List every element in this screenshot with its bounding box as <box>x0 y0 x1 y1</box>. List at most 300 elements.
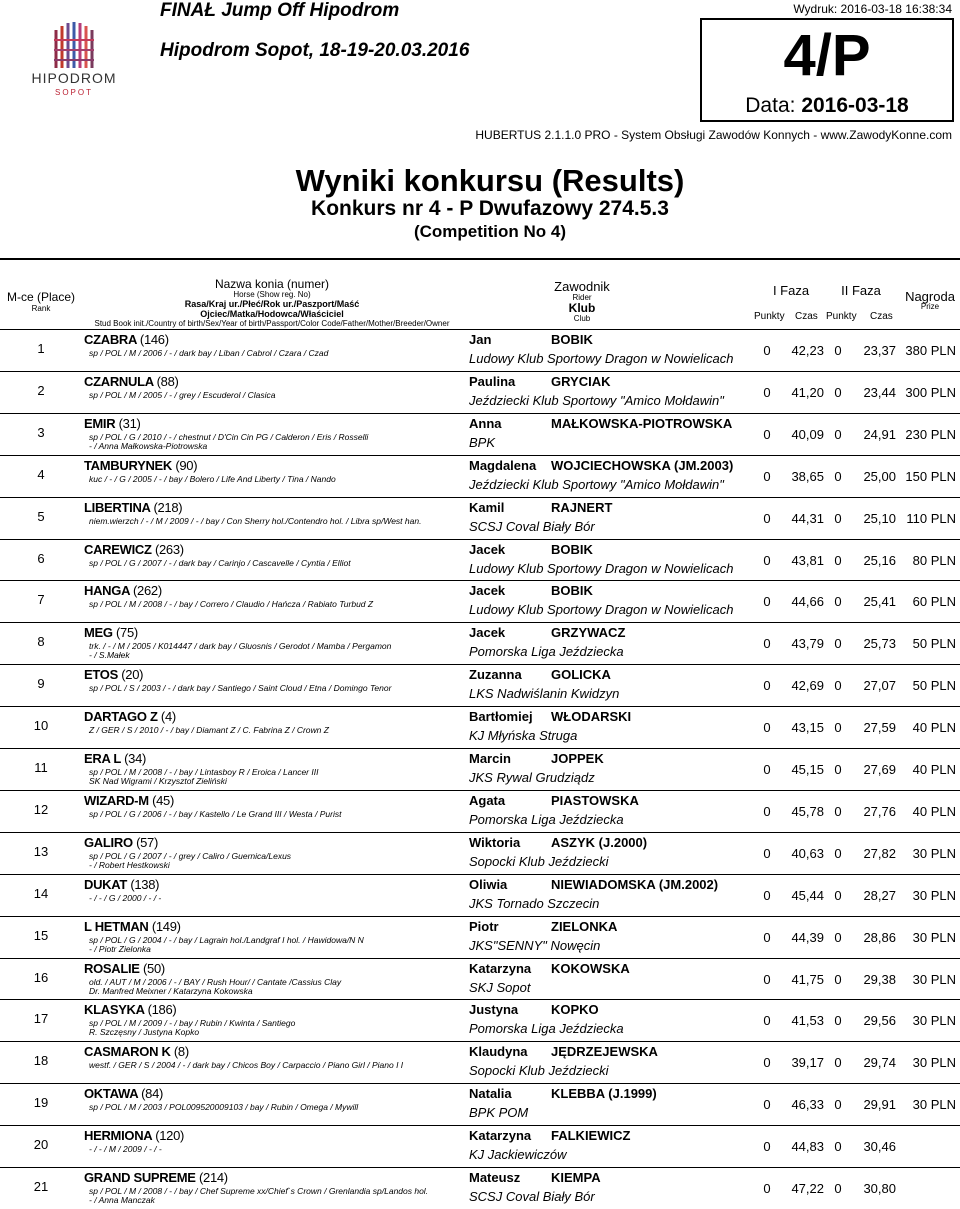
header-divider <box>0 258 960 260</box>
horse-detail-line: kuc / - / G / 2005 / - / bay / Bolero / Life And Liberty / Tina / Nando <box>89 473 336 484</box>
rider-club: LKS Nadwiślanin Kwidzyn <box>469 686 620 702</box>
horse-number: (4) <box>160 709 176 725</box>
phase1-points: 0 <box>763 971 771 987</box>
col-horse-line4: Stud Book init./Country of birth/Sex/Year of birth/Passport/Color Code/Father/Mother/Breeder/Owner <box>94 318 450 328</box>
horse-number: (146) <box>139 332 169 347</box>
rider-club: Sopocki Klub Jeździecki <box>469 1063 609 1079</box>
horse-detail-line: sp / POL / M / 2003 / POL009520009103 / bay / Rubin / Omega / Mywill <box>89 1102 359 1113</box>
horse-detail-line: sp / POL / S / 2003 / - / dark bay / Santiego / Saint Cloud / Etna / Domingo Tenor <box>89 683 392 694</box>
row-rank: 15 <box>33 927 49 943</box>
row-rank: 4 <box>37 466 45 482</box>
phase2-points: 0 <box>834 1013 842 1029</box>
phase1-points: 0 <box>763 510 771 526</box>
row-horse <box>84 332 169 347</box>
horse-name: L HETMAN <box>84 918 149 934</box>
col-prize-label: Nagroda <box>905 289 955 304</box>
horse-number: (75) <box>116 625 138 641</box>
phase1-time: 45,44 <box>791 887 824 903</box>
horse-number: (50) <box>143 960 165 976</box>
row-horse <box>84 961 165 976</box>
row-prize: 50 PLN <box>912 678 956 694</box>
horse-detail-line: sp / POL / G / 2007 / - / dark bay / Carinjo / Cascavelle / Cyntia / Elliot <box>89 557 351 568</box>
rider-first-name: Jan <box>469 332 492 347</box>
row-rank: 10 <box>33 718 49 734</box>
table-row <box>0 1125 960 1167</box>
rider-last-name: MAŁKOWSKA-PIOTROWSKA <box>551 415 733 431</box>
phase2-time: 25,41 <box>863 594 896 610</box>
row-prize: 40 PLN <box>912 803 956 819</box>
rider-first-name: Marcin <box>469 751 511 766</box>
row-prize: 30 PLN <box>912 929 956 945</box>
horse-number: (138) <box>130 876 160 892</box>
horse-number: (263) <box>154 541 184 557</box>
horse-detail-line: - / - / M / 2009 / - / - <box>89 1144 162 1155</box>
phase1-points: 0 <box>763 887 771 903</box>
phase2-points: 0 <box>834 1181 842 1196</box>
phase2-points: 0 <box>834 426 842 442</box>
horse-number: (262) <box>133 583 162 599</box>
phase2-time: 25,10 <box>863 510 896 526</box>
table-row <box>0 832 960 874</box>
horse-details <box>89 978 459 996</box>
phase1-time: 43,79 <box>791 636 824 652</box>
row-rank: 2 <box>37 382 45 398</box>
row-prize: 40 PLN <box>912 762 956 777</box>
horse-detail-line: niem.wierzch / - / M / 2009 / - / bay / Con Sherry hol./Contendro hol. / Libra sp/West han. <box>89 515 422 526</box>
phase2-points: 0 <box>834 845 842 861</box>
event-title: FINAŁ Jump Off Hipodrom <box>160 0 400 21</box>
horse-details <box>89 1061 459 1070</box>
row-rank: 1 <box>37 341 45 356</box>
row-prize: 30 PLN <box>912 887 956 903</box>
horse-name: DARTAGO Z <box>84 709 158 725</box>
phase2-time: 23,44 <box>863 384 896 400</box>
row-horse <box>84 1170 228 1185</box>
rider-last-name: KLEBBA (J.1999) <box>551 1086 657 1102</box>
phase1-points: 0 <box>763 1139 771 1155</box>
phase1-time: 39,17 <box>791 1055 824 1071</box>
horse-name: KLASYKA <box>84 1002 145 1018</box>
phase1-time: 44,31 <box>791 510 824 526</box>
table-row <box>0 622 960 664</box>
date-value: 2016-03-18 <box>801 94 909 117</box>
rider-last-name: BOBIK <box>551 583 593 599</box>
rider-last-name: BOBIK <box>551 541 593 557</box>
horse-details <box>89 600 459 609</box>
phase2-points: 0 <box>834 510 842 526</box>
rider-last-name: NIEWIADOMSKA (JM.2002) <box>551 876 719 892</box>
phase2-time: 25,00 <box>863 468 896 484</box>
phase2-time: 28,86 <box>863 929 896 945</box>
horse-name: GRAND SUPREME <box>84 1170 196 1185</box>
row-rank: 6 <box>37 550 45 566</box>
phase1-time: 46,33 <box>791 1097 824 1113</box>
table-row <box>0 580 960 622</box>
row-rank: 8 <box>37 634 45 650</box>
rider-last-name: BOBIK <box>551 332 593 347</box>
col-horse-line2: Rasa/Kraj ur./Płeć/Rok ur./Paszport/Maść <box>184 298 360 309</box>
row-rank: 18 <box>33 1053 49 1069</box>
rider-first-name: Katarzyna <box>469 960 532 976</box>
rider-last-name: ZIELONKA <box>551 918 618 934</box>
rider-first-name: Kamil <box>469 499 505 515</box>
phase2-points: 0 <box>834 636 842 652</box>
row-rank: 21 <box>33 1179 49 1194</box>
rider-first-name: Jacek <box>469 583 506 599</box>
row-horse <box>84 751 146 766</box>
rider-first-name: Klaudyna <box>469 1044 528 1060</box>
rider-last-name: PIASTOWSKA <box>551 792 639 808</box>
horse-name: OKTAWA <box>84 1086 138 1102</box>
phase1-time: 45,78 <box>791 803 824 819</box>
logo-name: HIPODROM <box>31 70 117 86</box>
horse-number: (57) <box>136 834 158 850</box>
rider-last-name: FALKIEWICZ <box>551 1128 631 1144</box>
rider-club: BPK <box>469 434 496 450</box>
phase1-time: 43,15 <box>791 720 824 736</box>
row-rank: 5 <box>37 508 45 524</box>
horse-detail-line: - / Piotr Zielonka <box>89 943 151 954</box>
competition-subtitle: (Competition No 4) <box>413 222 567 241</box>
horse-details <box>89 559 459 568</box>
horse-number: (120) <box>155 1128 185 1144</box>
horse-name: GALIRO <box>84 834 133 850</box>
event-venue: Hipodrom Sopot, 18-19-20.03.2016 <box>160 40 470 61</box>
row-prize: 30 PLN <box>912 971 956 987</box>
horse-details <box>89 1103 459 1112</box>
col-place-en: Rank <box>31 304 51 313</box>
phase1-time: 42,23 <box>791 343 824 358</box>
col-horse <box>82 278 462 329</box>
horse-name: CAREWICZ <box>84 541 152 557</box>
horse-details <box>89 852 459 870</box>
rider-club: Pomorska Liga Jeździecka <box>469 811 624 827</box>
row-prize: 300 PLN <box>905 384 956 400</box>
horse-detail-line: - / Anna Małkowska-Piotrowska <box>89 440 208 451</box>
horse-name: HANGA <box>84 583 130 599</box>
horse-details <box>89 642 459 660</box>
horse-name: TAMBURYNEK <box>84 457 172 473</box>
phase2-time: 29,91 <box>863 1097 896 1113</box>
phase1-points: 0 <box>763 343 771 358</box>
phase2-time: 25,73 <box>863 636 896 652</box>
rider-first-name: Magdalena <box>469 457 537 473</box>
rider-last-name: WOJCIECHOWSKA (JM.2003) <box>551 457 734 473</box>
phase1-time: 40,63 <box>791 845 824 861</box>
horse-details <box>89 726 459 735</box>
horse-name: LIBERTINA <box>84 499 151 515</box>
rider-club: KJ Jackiewiczów <box>469 1147 567 1163</box>
row-prize: 110 PLN <box>906 510 956 526</box>
horse-name: CZABRA <box>84 332 137 347</box>
phase1-points: 0 <box>763 845 771 861</box>
col-phase1: I Faza <box>772 283 810 298</box>
row-rank: 14 <box>33 885 49 901</box>
row-prize: 30 PLN <box>912 1013 956 1029</box>
horse-details <box>89 391 459 400</box>
col-rider-en: Rider <box>572 292 592 302</box>
horse-details <box>89 936 459 954</box>
col-phase2-time: Czas <box>870 311 893 322</box>
table-row <box>0 664 960 706</box>
phase2-points: 0 <box>834 929 842 945</box>
horse-name: CASMARON K <box>84 1044 171 1060</box>
phase1-points: 0 <box>763 803 771 819</box>
horse-detail-line: sp / POL / M / 2006 / - / dark bay / Liban / Cabrol / Czara / Czad <box>89 348 329 358</box>
horse-name: WIZARD-M <box>84 792 149 808</box>
horse-detail-line: - / - / G / 2000 / - / - <box>89 892 162 903</box>
competition-code: 4/P <box>783 23 871 88</box>
phase2-points: 0 <box>834 552 842 568</box>
horse-details <box>89 1145 459 1154</box>
rider-first-name: Natalia <box>469 1086 512 1102</box>
phase1-time: 44,83 <box>791 1139 824 1155</box>
rider-first-name: Katarzyna <box>469 1128 532 1144</box>
table-row <box>0 1167 960 1209</box>
row-rank: 16 <box>33 969 49 985</box>
rider-first-name: Paulina <box>469 373 516 389</box>
horse-details <box>89 433 459 451</box>
horse-details <box>89 684 459 693</box>
table-row <box>0 539 960 581</box>
phase1-points: 0 <box>763 384 771 400</box>
rider-club: Pomorska Liga Jeździecka <box>469 1021 624 1037</box>
phase2-time: 27,69 <box>863 762 896 777</box>
phase1-points: 0 <box>763 678 771 694</box>
row-horse <box>84 1128 184 1143</box>
table-row <box>0 790 960 832</box>
phase2-points: 0 <box>834 384 842 400</box>
horse-detail-line: Z / GER / S / 2010 / - / bay / Diamant Z / C. Fabrina Z / Crown Z <box>89 725 329 736</box>
row-horse <box>84 667 143 682</box>
phase2-points: 0 <box>834 1055 842 1071</box>
horse-number: (88) <box>156 373 179 389</box>
results-title: Wyniki konkursu (Results) <box>295 163 685 198</box>
horse-detail-line: sp / POL / M / 2008 / - / bay / Correro / Claudio / Hańcza / Rabiato Turbud Z <box>89 599 374 610</box>
row-rank: 17 <box>33 1011 49 1027</box>
rider-club: Sopocki Klub Jeździecki <box>469 853 609 869</box>
horse-detail-line: westf. / GER / S / 2004 / - / dark bay / Chicos Boy / Carpaccio / Piano Girl / Piano I I <box>89 1060 404 1071</box>
horse-details <box>89 349 459 358</box>
row-horse <box>84 374 179 389</box>
rider-first-name: Anna <box>469 415 502 431</box>
phase2-points: 0 <box>834 1097 842 1113</box>
rider-club: SKJ Sopot <box>469 979 531 995</box>
horse-detail-line: sp / POL / M / 2008 / - / bay / Lintasboy R / Eroica / Lancer III <box>89 767 319 777</box>
horse-number: (90) <box>175 457 198 473</box>
rider-first-name: Oliwia <box>469 876 508 892</box>
phase2-time: 29,74 <box>863 1055 896 1071</box>
horse-detail-line: - / Robert Hestkowski <box>89 859 170 870</box>
competition-code-box <box>700 18 954 122</box>
rider-last-name: WŁODARSKI <box>551 709 632 725</box>
phase2-time: 25,16 <box>863 552 896 568</box>
rider-club: JKS Tornado Szczecin <box>469 895 600 911</box>
phase1-time: 41,20 <box>791 384 824 400</box>
phase1-time: 43,81 <box>791 552 824 568</box>
phase1-points: 0 <box>763 1181 771 1196</box>
rider-club: SCSJ Coval Biały Bór <box>469 1189 595 1204</box>
phase2-points: 0 <box>834 1139 842 1155</box>
phase2-points: 0 <box>834 343 842 358</box>
horse-name: ETOS <box>84 667 118 683</box>
col-rider-label: Zawodnik <box>554 279 610 294</box>
phase2-time: 27,59 <box>863 720 896 736</box>
rider-club: Ludowy Klub Sportowy Dragon w Nowielicach <box>469 351 734 366</box>
phase2-points: 0 <box>834 678 842 694</box>
phase1-points: 0 <box>763 468 771 484</box>
horse-detail-line: trk. / - / M / 2005 / K014447 / dark bay / Gluosnis / Gerodot / Mamba / Pergamon <box>89 641 392 652</box>
col-place <box>0 290 82 313</box>
phase1-time: 42,69 <box>791 678 824 694</box>
horse-detail-line: R. Szczęsny / Justyna Kopko <box>89 1027 200 1038</box>
horse-name: HERMIONA <box>84 1128 152 1144</box>
row-horse <box>84 416 141 431</box>
horse-number: (20) <box>121 667 144 683</box>
horse-detail-line: Dr. Manfred Meixner / Katarzyna Kokowska <box>89 985 253 996</box>
phase1-time: 47,22 <box>791 1181 824 1196</box>
table-row <box>0 748 960 790</box>
horse-detail-line: SK Nad Wigrami / Krzysztof Zieliński <box>89 776 227 786</box>
row-horse <box>84 1044 189 1059</box>
table-row <box>0 455 960 497</box>
horse-details <box>89 894 459 903</box>
rider-first-name: Agata <box>469 792 506 808</box>
row-horse <box>84 542 184 557</box>
phase2-points: 0 <box>834 971 842 987</box>
phase2-points: 0 <box>834 594 842 610</box>
rider-club: Jeździecki Klub Sportowy "Amico Mołdawin" <box>469 476 724 492</box>
rider-club: Jeździecki Klub Sportowy "Amico Mołdawin" <box>469 392 724 408</box>
rider-first-name: Zuzanna <box>469 667 522 683</box>
horse-details <box>89 768 459 786</box>
phase1-points: 0 <box>763 636 771 652</box>
phase1-points: 0 <box>763 594 771 610</box>
phase2-points: 0 <box>834 720 842 736</box>
row-prize: 80 PLN <box>912 552 956 568</box>
table-row <box>0 1041 960 1083</box>
table-row <box>0 497 960 539</box>
row-rank: 19 <box>33 1095 49 1111</box>
row-horse <box>84 583 162 598</box>
phase1-time: 44,66 <box>791 594 824 610</box>
row-rank: 11 <box>34 760 48 775</box>
row-horse <box>84 500 182 515</box>
rider-last-name: KOPKO <box>551 1002 599 1018</box>
rider-club: Ludowy Klub Sportowy Dragon w Nowielicach <box>469 602 734 618</box>
horse-details <box>89 1019 459 1037</box>
rider-club: SCSJ Coval Biały Bór <box>469 518 595 534</box>
horse-detail-line: sp / POL / G / 2010 / - / chestnut / D'Cin Cin PG / Calderon / Eris / Rosselli <box>89 431 369 442</box>
rider-first-name: Piotr <box>469 918 499 934</box>
row-prize: 380 PLN <box>905 343 956 358</box>
col-club-en: Club <box>573 313 591 323</box>
horse-name: DUKAT <box>84 876 128 892</box>
row-prize: 150 PLN <box>905 468 956 484</box>
col-prize <box>900 290 960 311</box>
rider-last-name: GRZYWACZ <box>551 625 626 641</box>
row-prize: 50 PLN <box>912 636 956 652</box>
table-row <box>0 958 960 1000</box>
phase2-time: 28,27 <box>863 887 896 903</box>
phase2-time: 27,07 <box>863 678 896 694</box>
phase2-time: 27,76 <box>863 803 896 819</box>
col-phase2: II Faza <box>841 283 881 298</box>
row-horse <box>84 793 174 808</box>
horse-detail-line: sp / POL / G / 2007 / - / grey / Caliro / Guernica/Lexus <box>89 850 292 861</box>
horse-detail-line: sp / POL / M / 2009 / - / bay / Rubin / Kwinta / Santiego <box>89 1018 296 1029</box>
rider-last-name: KOKOWSKA <box>551 960 630 976</box>
row-prize: 30 PLN <box>912 845 956 861</box>
phase1-time: 38,65 <box>791 468 824 484</box>
row-rank: 20 <box>33 1137 49 1153</box>
col-phase2-points: Punkty <box>826 311 857 322</box>
row-rank: 12 <box>33 801 49 817</box>
row-horse <box>84 625 138 640</box>
rider-last-name: GRYCIAK <box>551 373 611 389</box>
row-rank: 9 <box>37 676 45 692</box>
rider-club: BPK POM <box>469 1105 529 1121</box>
horse-number: (8) <box>173 1044 189 1060</box>
phase2-points: 0 <box>834 762 842 777</box>
table-row <box>0 329 960 371</box>
horse-details <box>89 475 459 484</box>
horse-detail-line: - / S.Małek <box>89 650 130 661</box>
table-row <box>0 371 960 413</box>
rider-first-name: Mateusz <box>469 1170 521 1185</box>
col-phase1-time: Czas <box>795 311 818 322</box>
horse-number: (45) <box>152 792 174 808</box>
horse-name: ROSALIE <box>84 960 140 976</box>
phase1-points: 0 <box>763 1097 771 1113</box>
rider-club: Ludowy Klub Sportowy Dragon w Nowielicach <box>469 560 734 576</box>
phase1-points: 0 <box>763 720 771 736</box>
phase1-time: 45,15 <box>791 762 824 777</box>
rider-last-name: KIEMPA <box>551 1170 601 1185</box>
horse-name: CZARNULA <box>84 373 154 389</box>
horse-number: (186) <box>147 1002 177 1018</box>
hipodrom-logo <box>18 18 130 108</box>
phase2-time: 24,91 <box>863 426 896 442</box>
rider-club: JKS"SENNY" Nowęcin <box>469 937 601 953</box>
table-row <box>0 1083 960 1125</box>
horse-number: (214) <box>198 1170 228 1185</box>
system-info: HUBERTUS 2.1.1.0 PRO - System Obsługi Zawodów Konnych - www.ZawodyKonne.com <box>475 128 952 142</box>
row-prize: 40 PLN <box>912 720 956 736</box>
horse-details <box>89 810 459 819</box>
horse-number: (84) <box>141 1086 164 1102</box>
col-place-label: M-ce (Place) <box>6 290 75 304</box>
phase1-time: 41,53 <box>791 1013 824 1029</box>
horse-details <box>89 517 459 526</box>
row-horse <box>84 1086 163 1101</box>
logo-sub: SOPOT <box>54 88 93 97</box>
rider-club: KJ Młyńska Struga <box>469 728 578 744</box>
row-rank: 13 <box>33 843 49 859</box>
phase2-time: 29,56 <box>863 1013 896 1029</box>
col-horse-en: Horse (Show reg. No) <box>233 290 311 300</box>
phase1-points: 0 <box>763 552 771 568</box>
competition-name: Konkurs nr 4 - P Dwufazowy 274.5.3 <box>311 197 669 220</box>
row-horse <box>84 877 159 892</box>
col-horse-label: Nazwa konia (numer) <box>214 277 330 291</box>
phase2-time: 29,38 <box>863 971 896 987</box>
row-horse <box>84 835 158 850</box>
row-rank: 3 <box>37 424 45 440</box>
rider-club: Pomorska Liga Jeździecka <box>469 644 624 660</box>
phase1-points: 0 <box>763 1055 771 1071</box>
table-row <box>0 874 960 916</box>
